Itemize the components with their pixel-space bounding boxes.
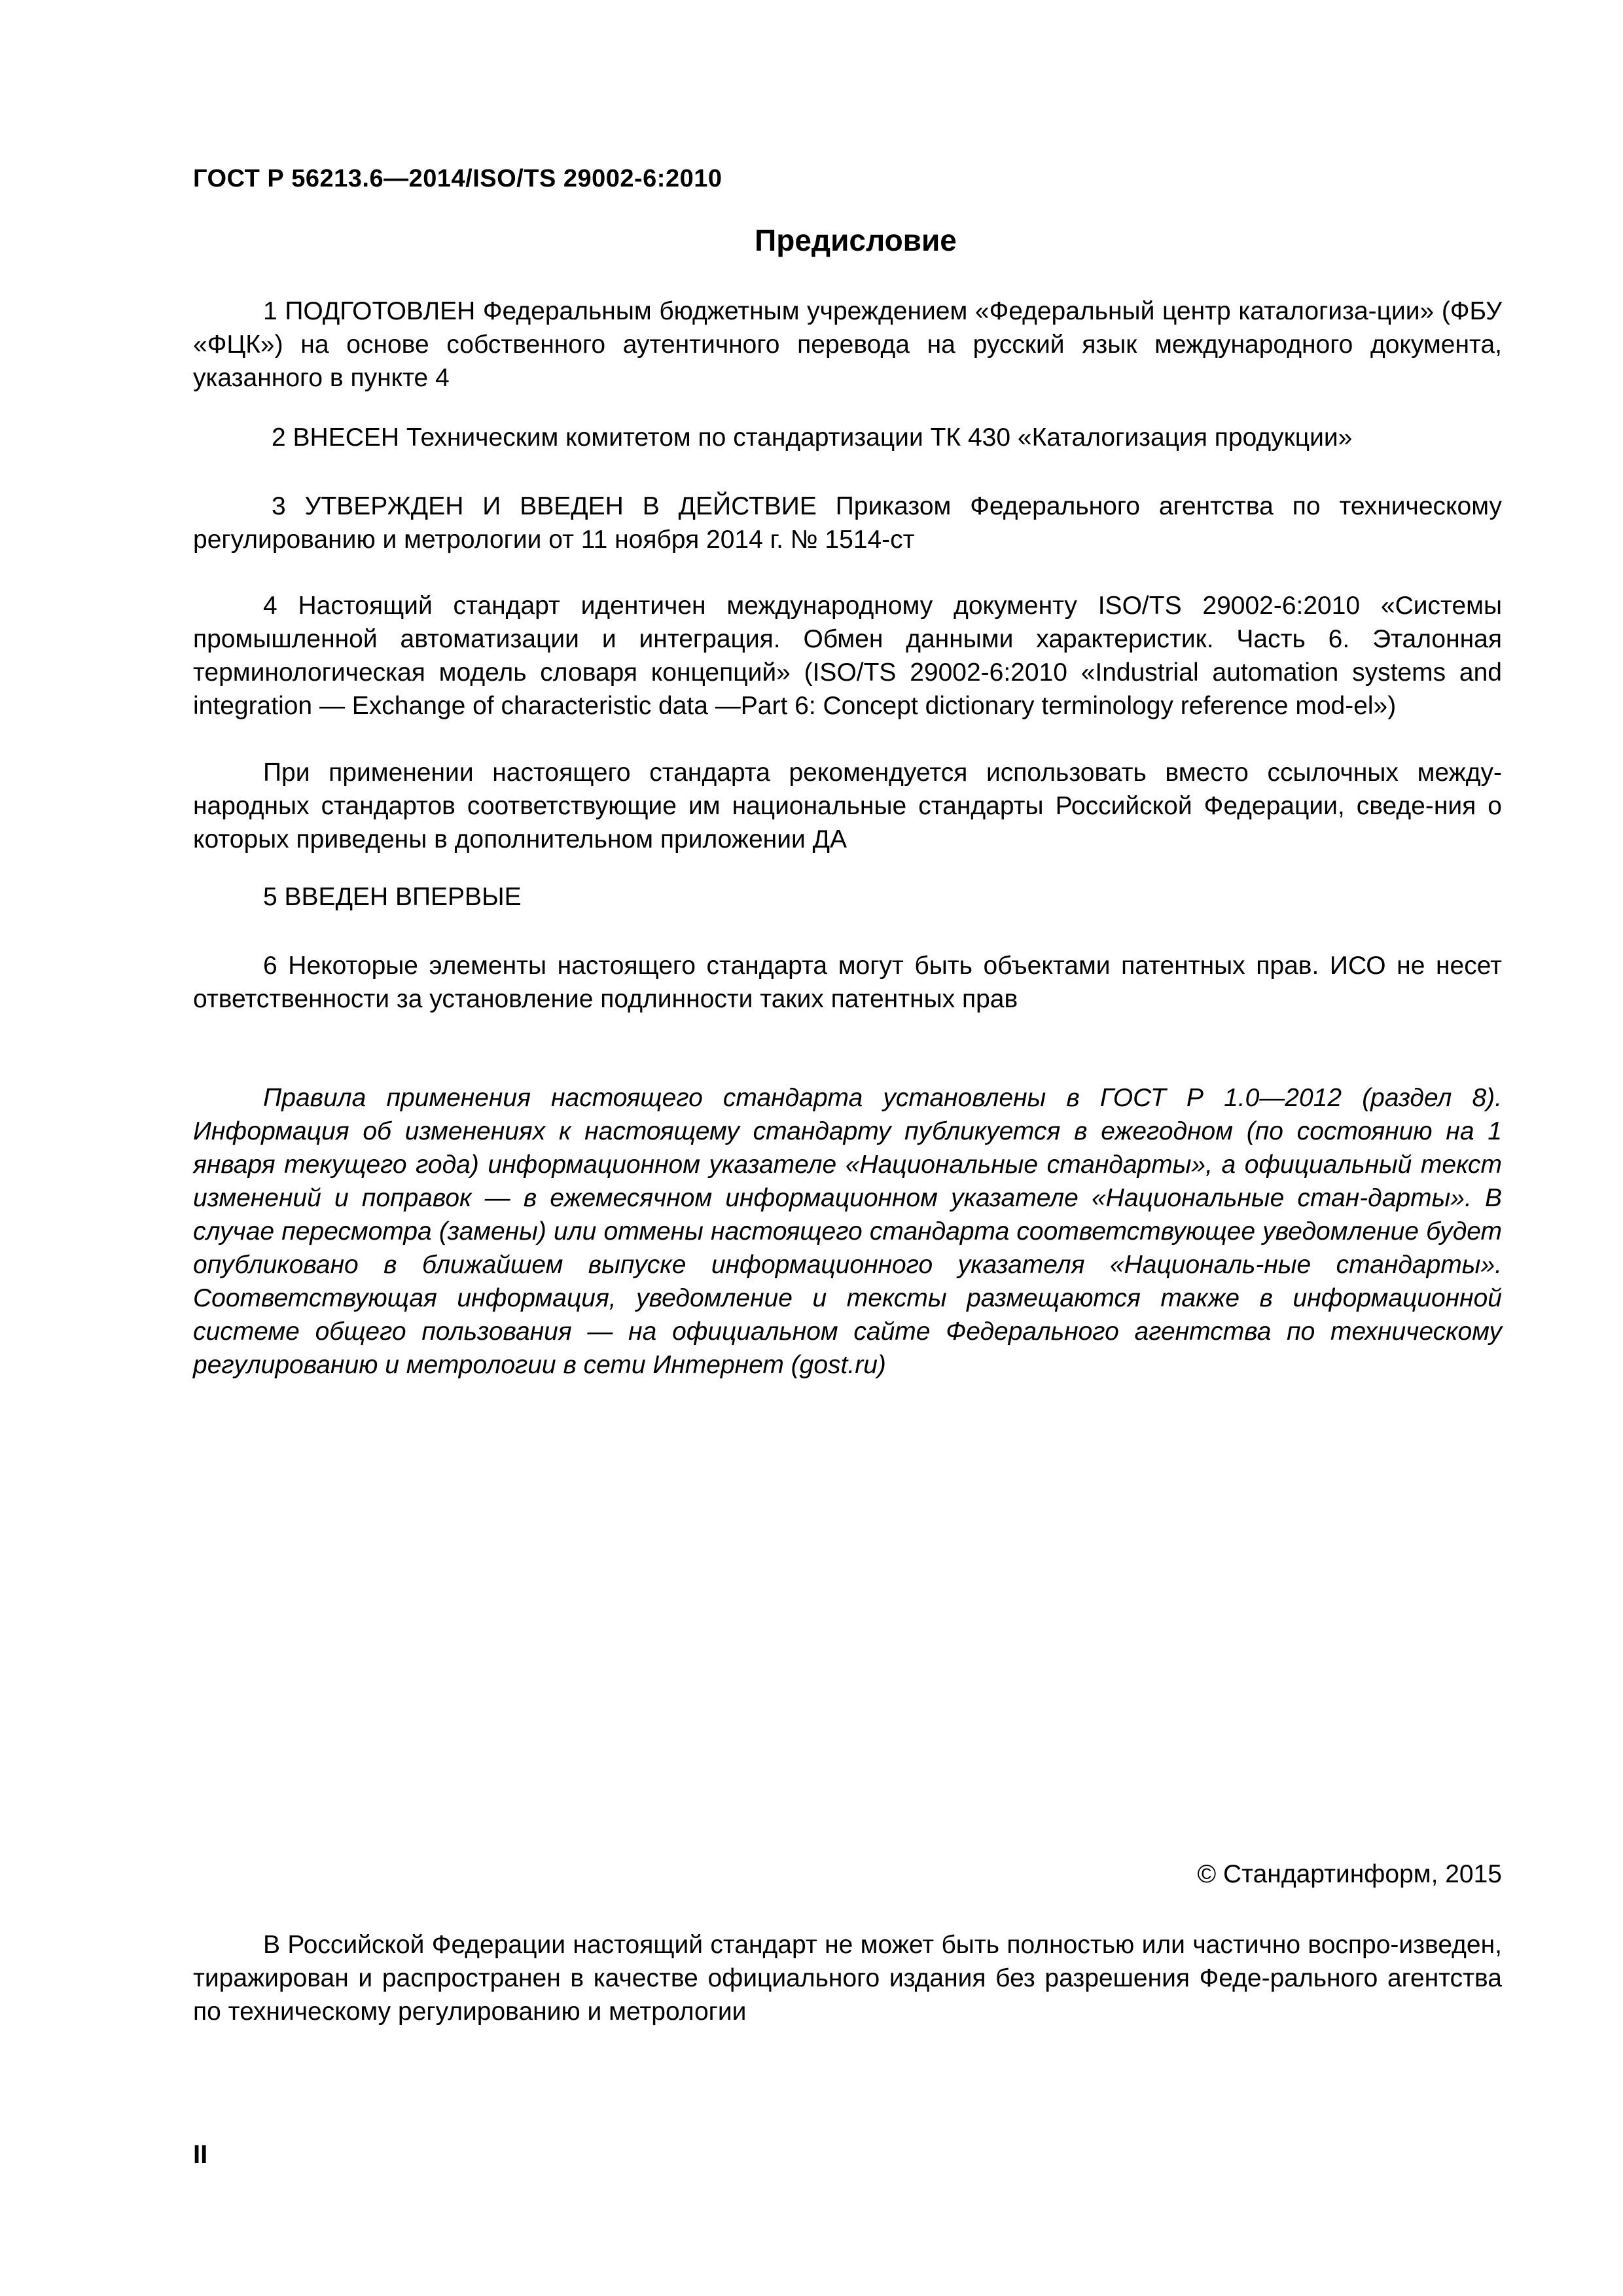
foreword-item-4: 4 Настоящий стандарт идентичен международному документу ISO/TS 29002-6:2010 «Системы промышленной автоматизации и интеграция. Обмен данными характеристик. Часть 6. Эталонная терминологическая модель словаря концепций» (ISO/TS 29002-6:2010 «Industrial automation systems and integration — Exchange of characteristic data —Part 6: Concept dictionary terminology reference mod-el») xyxy=(193,592,1502,720)
page-number: II xyxy=(193,2140,208,2169)
foreword-item-4-note: При применении настоящего стандарта рекомендуется использовать вместо ссылочных между-народных стандартов соответствующие им национальные стандарты Российской Федерации, сведе-ния о которых приведены в дополнительном приложении ДА xyxy=(193,759,1502,853)
page-title: Предисловие xyxy=(755,223,957,257)
rules-notice: Правила применения настоящего стандарта установлены в ГОСТ Р 1.0—2012 (раздел 8). Информация об изменениях к настоящему стандарту публикуется в ежегодном (по состоянию на 1 января текущего года) информационном указателе «Национальные стандарты», а официальный текст изменений и поправок — в ежемесячном информационном указателе «Национальные стан-дарты». В случае пересмотра (замены) или отмены настоящего стандарта соответствующее уведомление будет опубликовано в ближайшем выпуске информационного указателя «Националь-ные стандарты». Соответствующая информация, уведомление и тексты размещаются также в информационной системе общего пользования — на официальном сайте Федерального агентства по техническому регулированию и метрологии в сети Интернет (gost.ru) xyxy=(193,1084,1502,1379)
reproduction-notice: В Российской Федерации настоящий стандарт не может быть полностью или частично воспро-изведен, тиражирован и распространен в качестве официального издания без разрешения Феде-рального агентства по техническому регулированию и метрологии xyxy=(193,1931,1502,2026)
document-header: ГОСТ Р 56213.6—2014/ISO/TS 29002-6:2010 xyxy=(193,165,722,192)
foreword-item-1: 1 ПОДГОТОВЛЕН Федеральным бюджетным учреждением «Федеральный центр каталогиза-ции» (ФБУ «ФЦК») на основе собственного аутентичного перевода на русский язык международного документа, указанного в пункте 4 xyxy=(193,297,1502,392)
foreword-item-6: 6 Некоторые элементы настоящего стандарта могут быть объектами патентных прав. ИСО не несет ответственности за установление подлинности таких патентных прав xyxy=(193,952,1502,1013)
copyright-notice: © Стандартинформ, 2015 xyxy=(1197,1860,1502,1888)
foreword-item-5: 5 ВВЕДЕН ВПЕРВЫЕ xyxy=(263,883,522,911)
foreword-item-2: 2 ВНЕСЕН Техническим комитетом по стандартизации ТК 430 «Каталогизация продукции» xyxy=(272,423,1353,452)
foreword-item-3: 3 УТВЕРЖДЕН И ВВЕДЕН В ДЕЙСТВИЕ Приказом Федерального агентства по техническому регулированию и метрологии от 11 ноября 2014 г. № 1514-ст xyxy=(193,492,1502,554)
